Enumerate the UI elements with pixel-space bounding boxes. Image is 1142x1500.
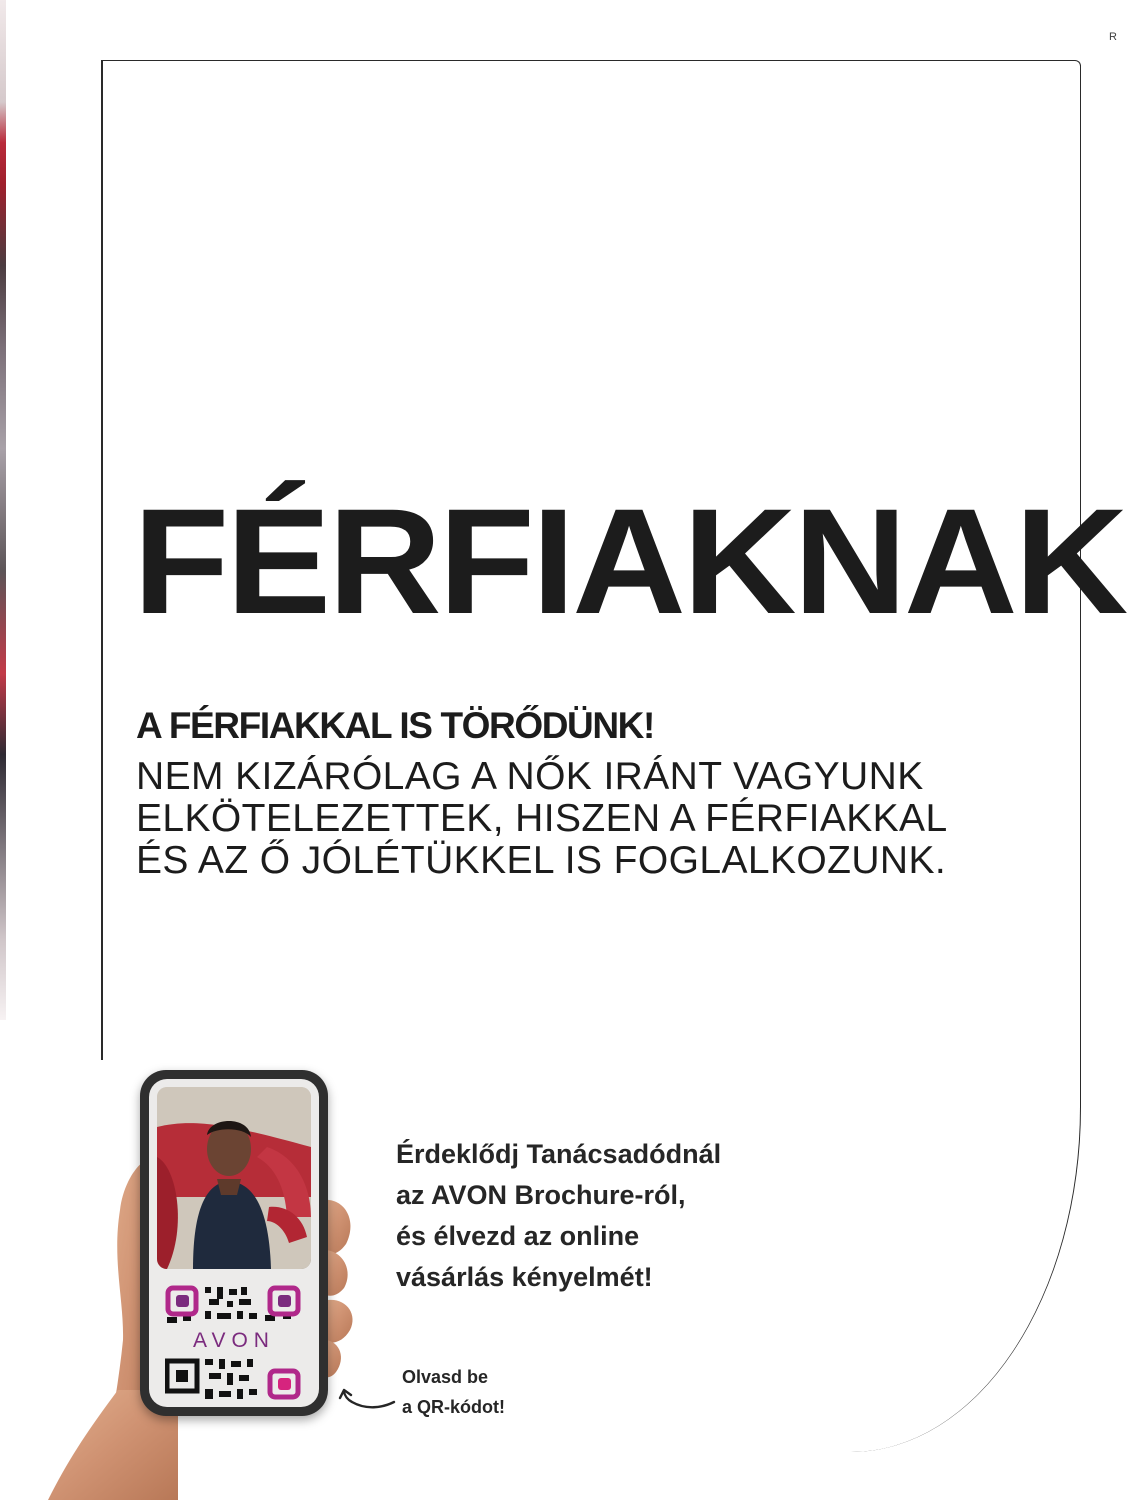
avon-logo: AVON — [165, 1329, 303, 1353]
model-photo — [157, 1087, 311, 1269]
page-title: FÉRFIAKNAK — [133, 477, 1126, 645]
qr-hint-text — [402, 1362, 505, 1422]
qr-code — [165, 1285, 303, 1403]
cta-text — [396, 1134, 721, 1298]
cta-line: az AVON Brochure-ról, — [396, 1180, 686, 1210]
phone-screen — [149, 1079, 319, 1407]
model-photo-image — [157, 1087, 311, 1269]
cta-line: és élvezd az online — [396, 1221, 640, 1251]
qr-hint-line: a QR-kódot! — [402, 1397, 505, 1417]
body-line: NEM KIZÁRÓLAG A NŐK IRÁNT VAGYUNK — [136, 755, 924, 798]
body-line: ELKÖTELEZETTEK, HISZEN A FÉRFIAKKAL — [136, 797, 948, 840]
body-line: ÉS AZ Ő JÓLÉTÜKKEL IS FOGLALKOZUNK. — [136, 839, 947, 882]
previous-page-edge — [0, 0, 6, 1020]
body-text — [136, 756, 948, 882]
phone-illustration — [140, 1070, 328, 1416]
qr-hint-line: Olvasd be — [402, 1367, 489, 1387]
corner-mark: R — [1109, 31, 1117, 43]
cta-line: Érdeklődj Tanácsadódnál — [396, 1139, 722, 1169]
curved-arrow-icon — [338, 1380, 398, 1416]
subheading: A FÉRFIAKKAL IS TÖRŐDÜNK! — [136, 705, 654, 746]
cta-line: vásárlás kényelmét! — [396, 1262, 653, 1292]
